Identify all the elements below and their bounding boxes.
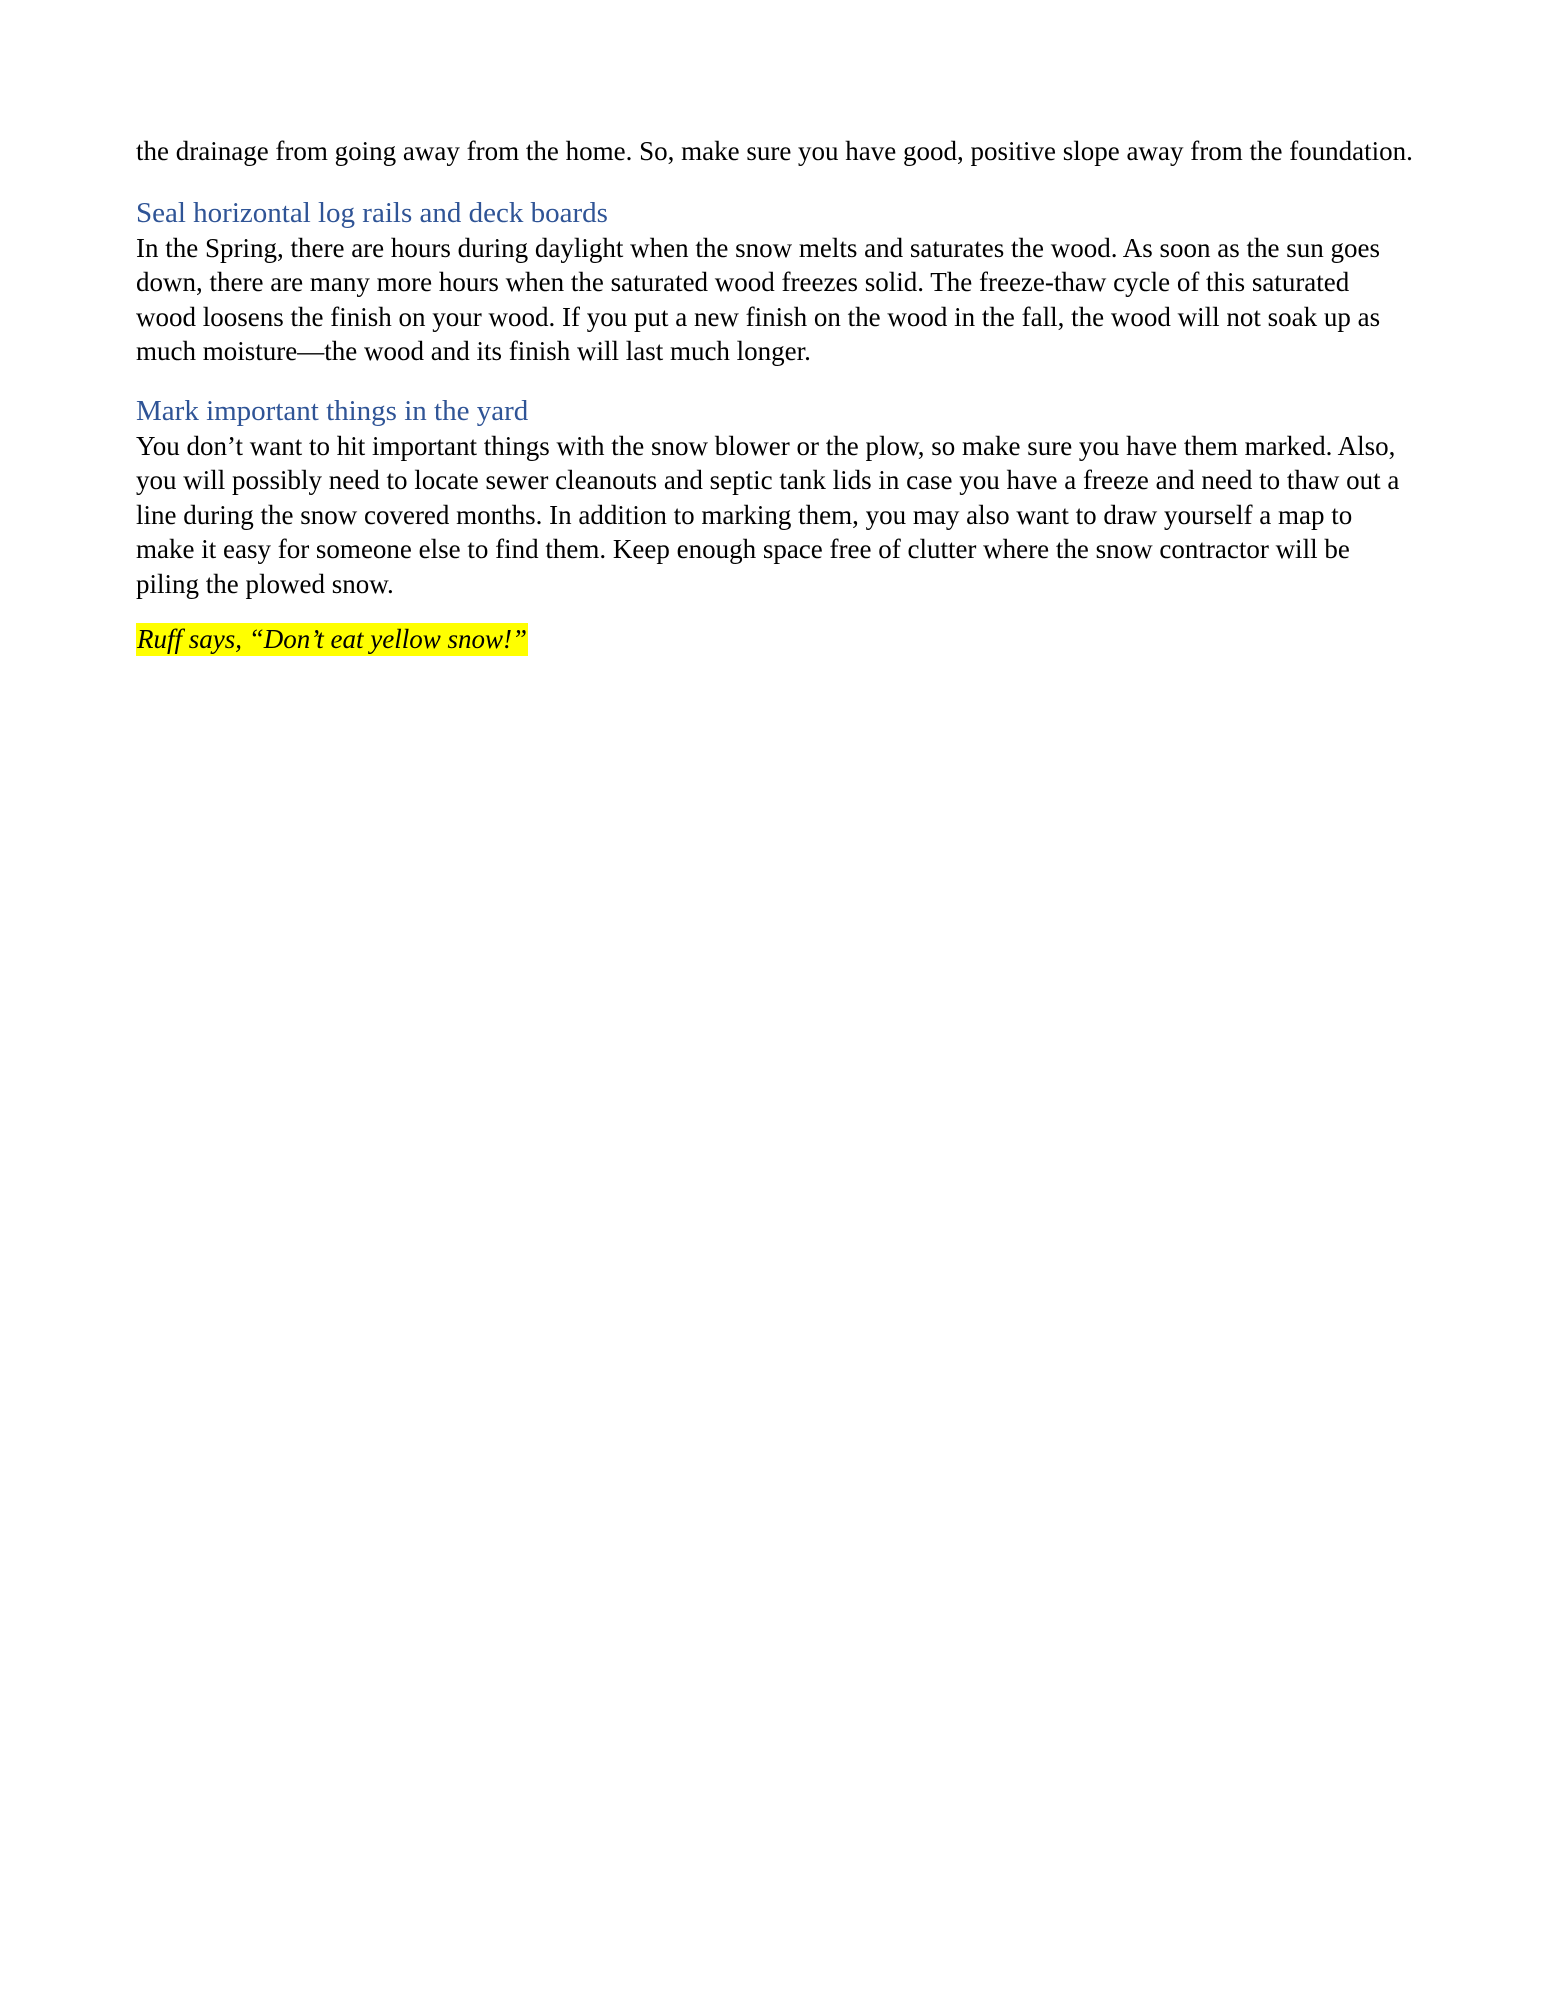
section-body-seal-rails: In the Spring, there are hours during daylight when the snow melts and saturates the wood. As soon as the sun goes down, there are many more hours when the saturated wood freezes solid. The freeze-thaw cycle of this saturated wood loosens the finish on your wood. If you put a new finish on the wood in the fall, the wood will not soak up as much moisture—the wood and its finish will last much longer. <box>136 232 1381 366</box>
section-body-mark-yard: You don’t want to hit important things with the snow blower or the plow, so make sure you have them marked. Also, you will possibly need to locate sewer cleanouts and septic tank lids in case you have a freeze and need to thaw out a line during the snow covered months. In addition to marking them, you may also want to draw yourself a map to make it easy for someone else to find them. Keep enough space free of clutter where the snow contractor will be piling the plowed snow. <box>136 430 1400 599</box>
highlighted-quote: Ruff says, “Don’t eat yellow snow!” <box>137 624 527 654</box>
section-heading-seal-rails: Seal horizontal log rails and deck boards <box>136 196 608 229</box>
page-content <box>136 134 1416 656</box>
section-heading-mark-yard: Mark important things in the yard <box>136 394 529 427</box>
intro-paragraph: the drainage from going away from the home. So, make sure you have good, positive slope away from the foundation. <box>136 136 1413 166</box>
